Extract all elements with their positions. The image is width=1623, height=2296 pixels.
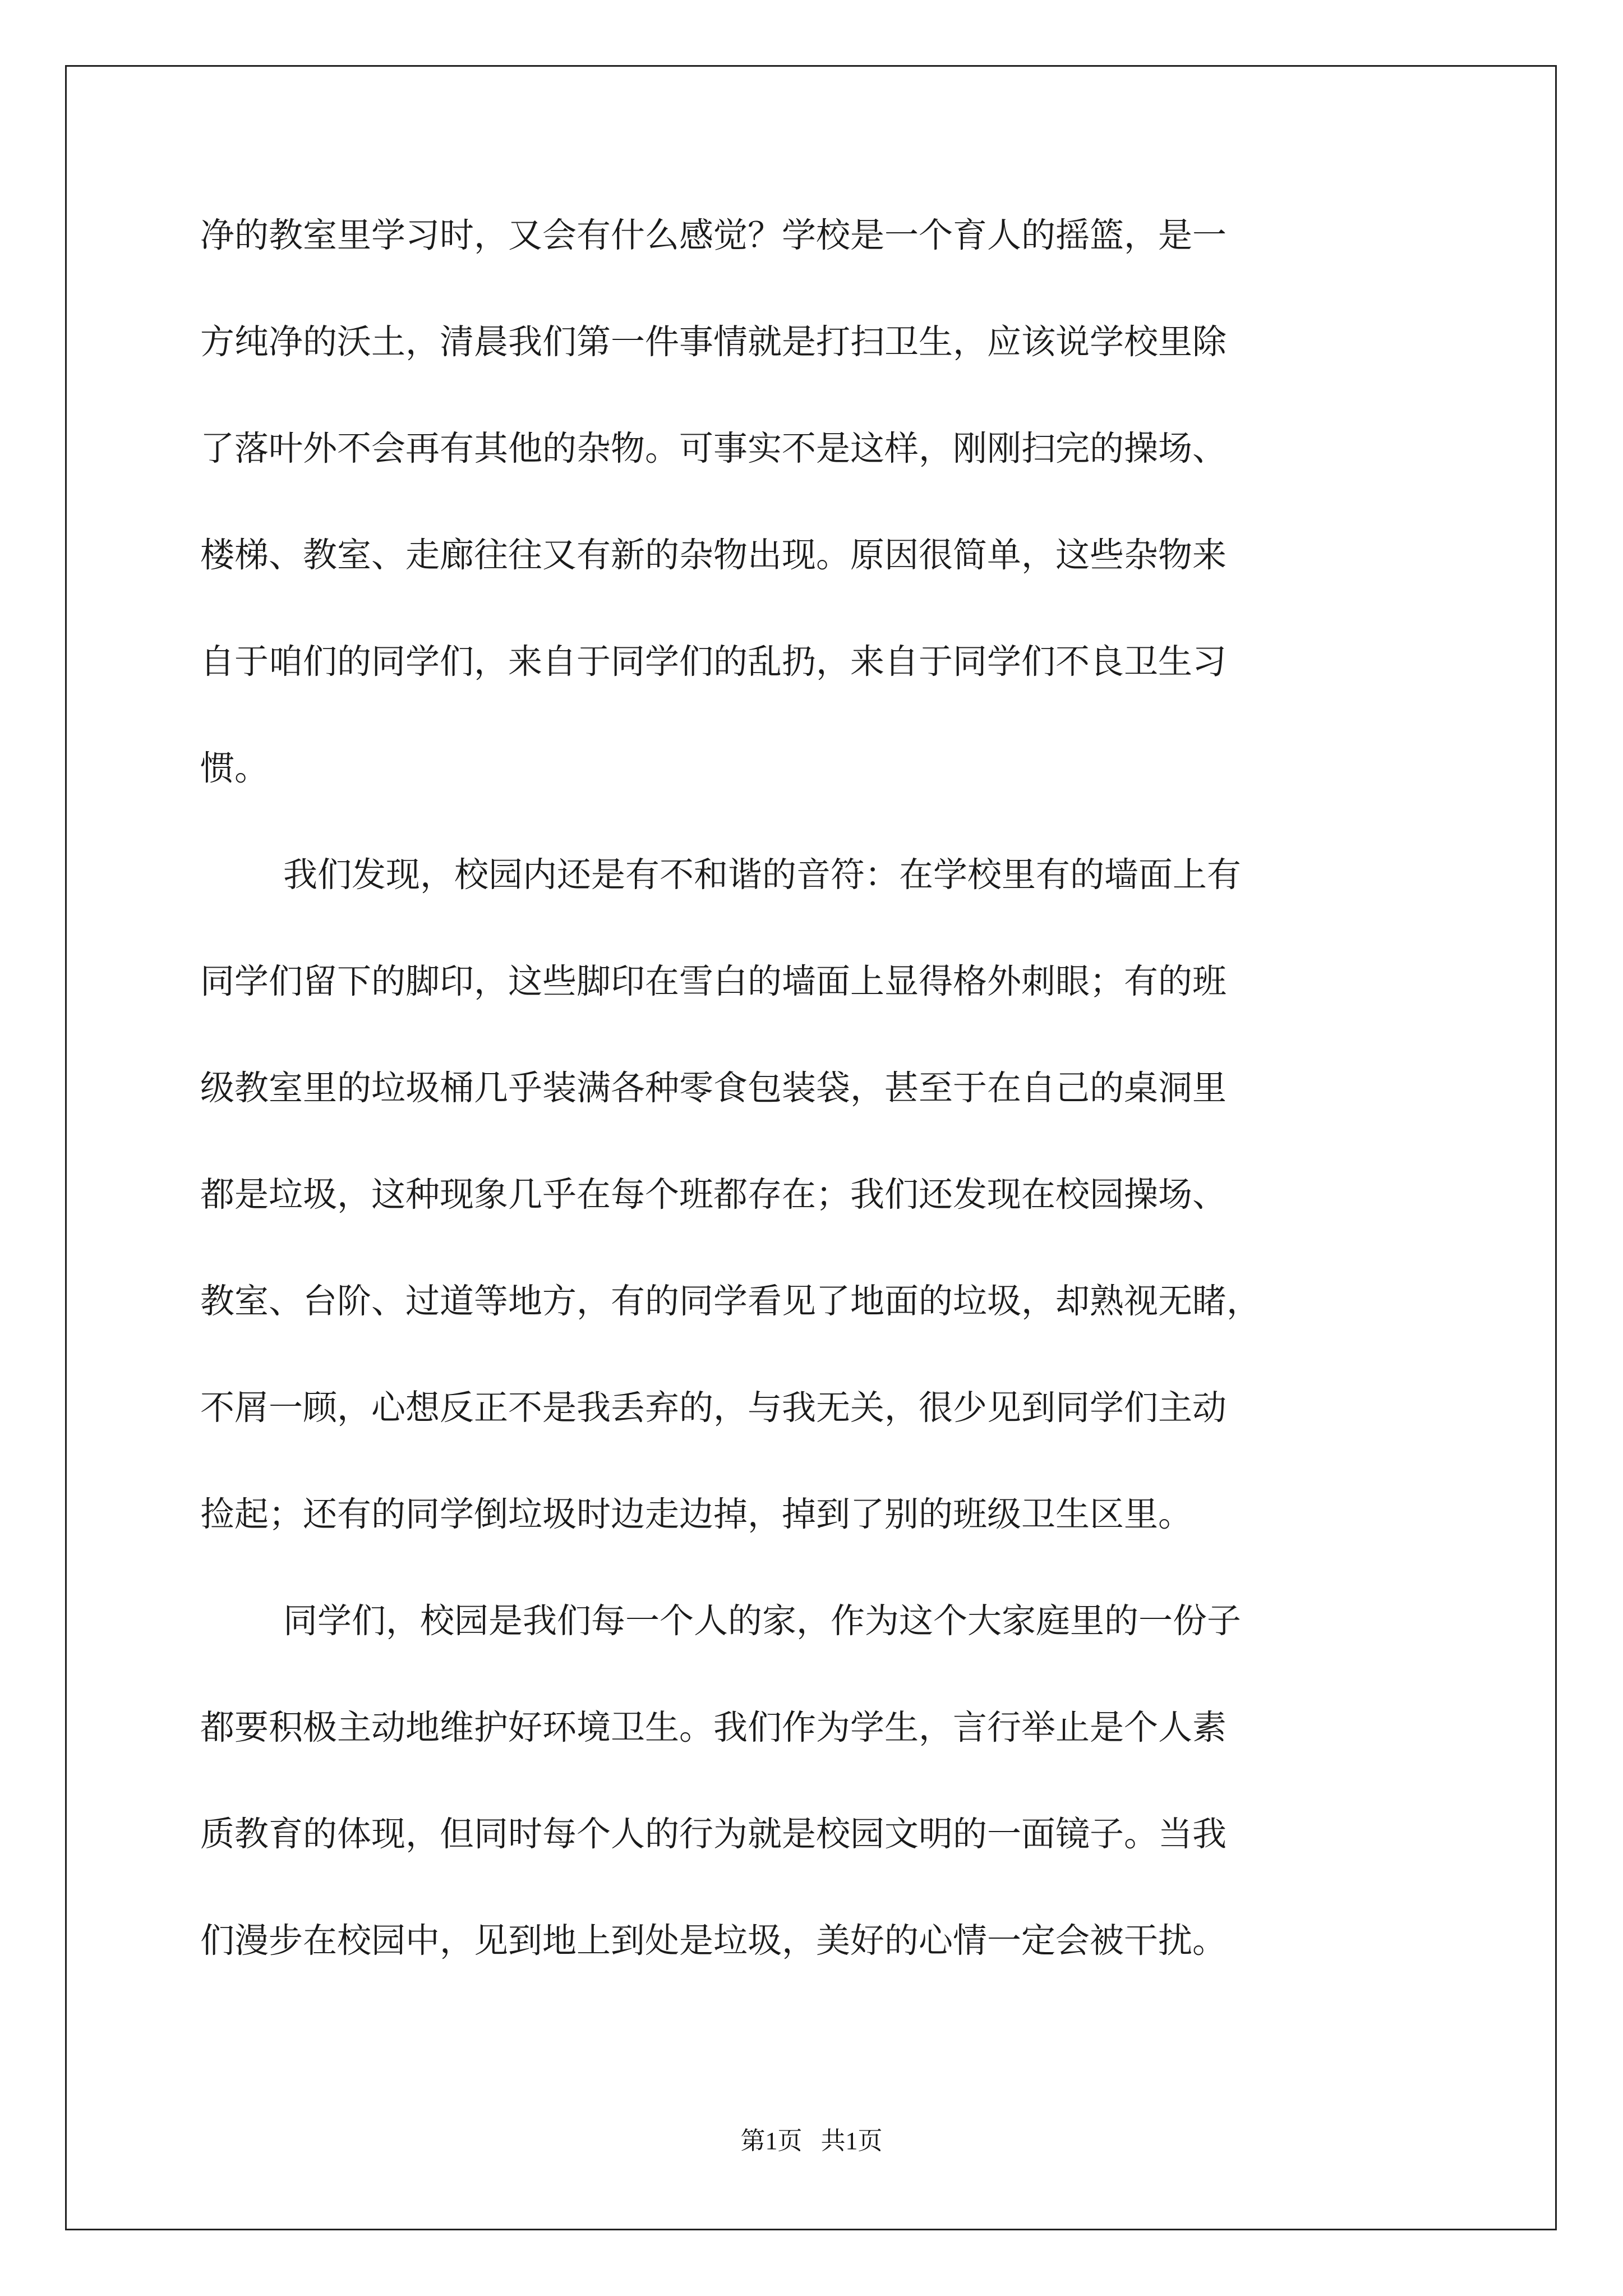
text-line: 了落叶外不会再有其他的杂物。可事实不是这样，刚刚扫完的操场、: [200, 429, 1227, 468]
text-line: 惯。: [200, 748, 269, 788]
text-line: 同学们留下的脚印，这些脚印在雪白的墙面上显得格外刺眼；有的班: [200, 961, 1227, 1001]
text-line: 都要积极主动地维护好环境卫生。我们作为学生，言行举止是个人素: [200, 1708, 1227, 1747]
text-line: 都是垃圾，这种现象几乎在每个班都存在；我们还发现在校园操场、: [200, 1175, 1227, 1214]
text-line: 净的教室里学习时，又会有什么感觉？学校是一个育人的摇篮，是一: [200, 215, 1227, 255]
text-line: 自于咱们的同学们，来自于同学们的乱扔，来自于同学们不良卫生习: [200, 642, 1227, 682]
text-line: 教室、台阶、过道等地方，有的同学看见了地面的垃圾，却熟视无睹，: [200, 1281, 1261, 1321]
page-footer: 第1页 共1页: [740, 2127, 883, 2155]
text-line: 捡起；还有的同学倒垃圾时边走边掉，掉到了别的班级卫生区里。: [200, 1494, 1193, 1534]
document-body: [200, 202, 1451, 2014]
text-line: 楼梯、教室、走廊往往又有新的杂物出现。原因很简单，这些杂物来: [200, 535, 1227, 575]
text-line: 方纯净的沃土，清晨我们第一件事情就是打扫卫生，应该说学校里除: [200, 322, 1227, 362]
text-line: 级教室里的垃圾桶几乎装满各种零食包装袋，甚至于在自己的桌洞里: [200, 1068, 1227, 1108]
text-line: 我们发现，校园内还是有不和谐的音符：在学校里有的墙面上有: [283, 855, 1242, 895]
text-line: 们漫步在校园中，见到地上到处是垃圾，美好的心情一定会被干扰。: [200, 1921, 1227, 1961]
text-line: 不屑一顾，心想反正不是我丢弃的，与我无关，很少见到同学们主动: [200, 1388, 1227, 1428]
text-line: 同学们，校园是我们每一个人的家，作为这个大家庭里的一份子: [283, 1601, 1242, 1641]
text-line: 质教育的体现，但同时每个人的行为就是校园文明的一面镜子。当我: [200, 1814, 1227, 1854]
